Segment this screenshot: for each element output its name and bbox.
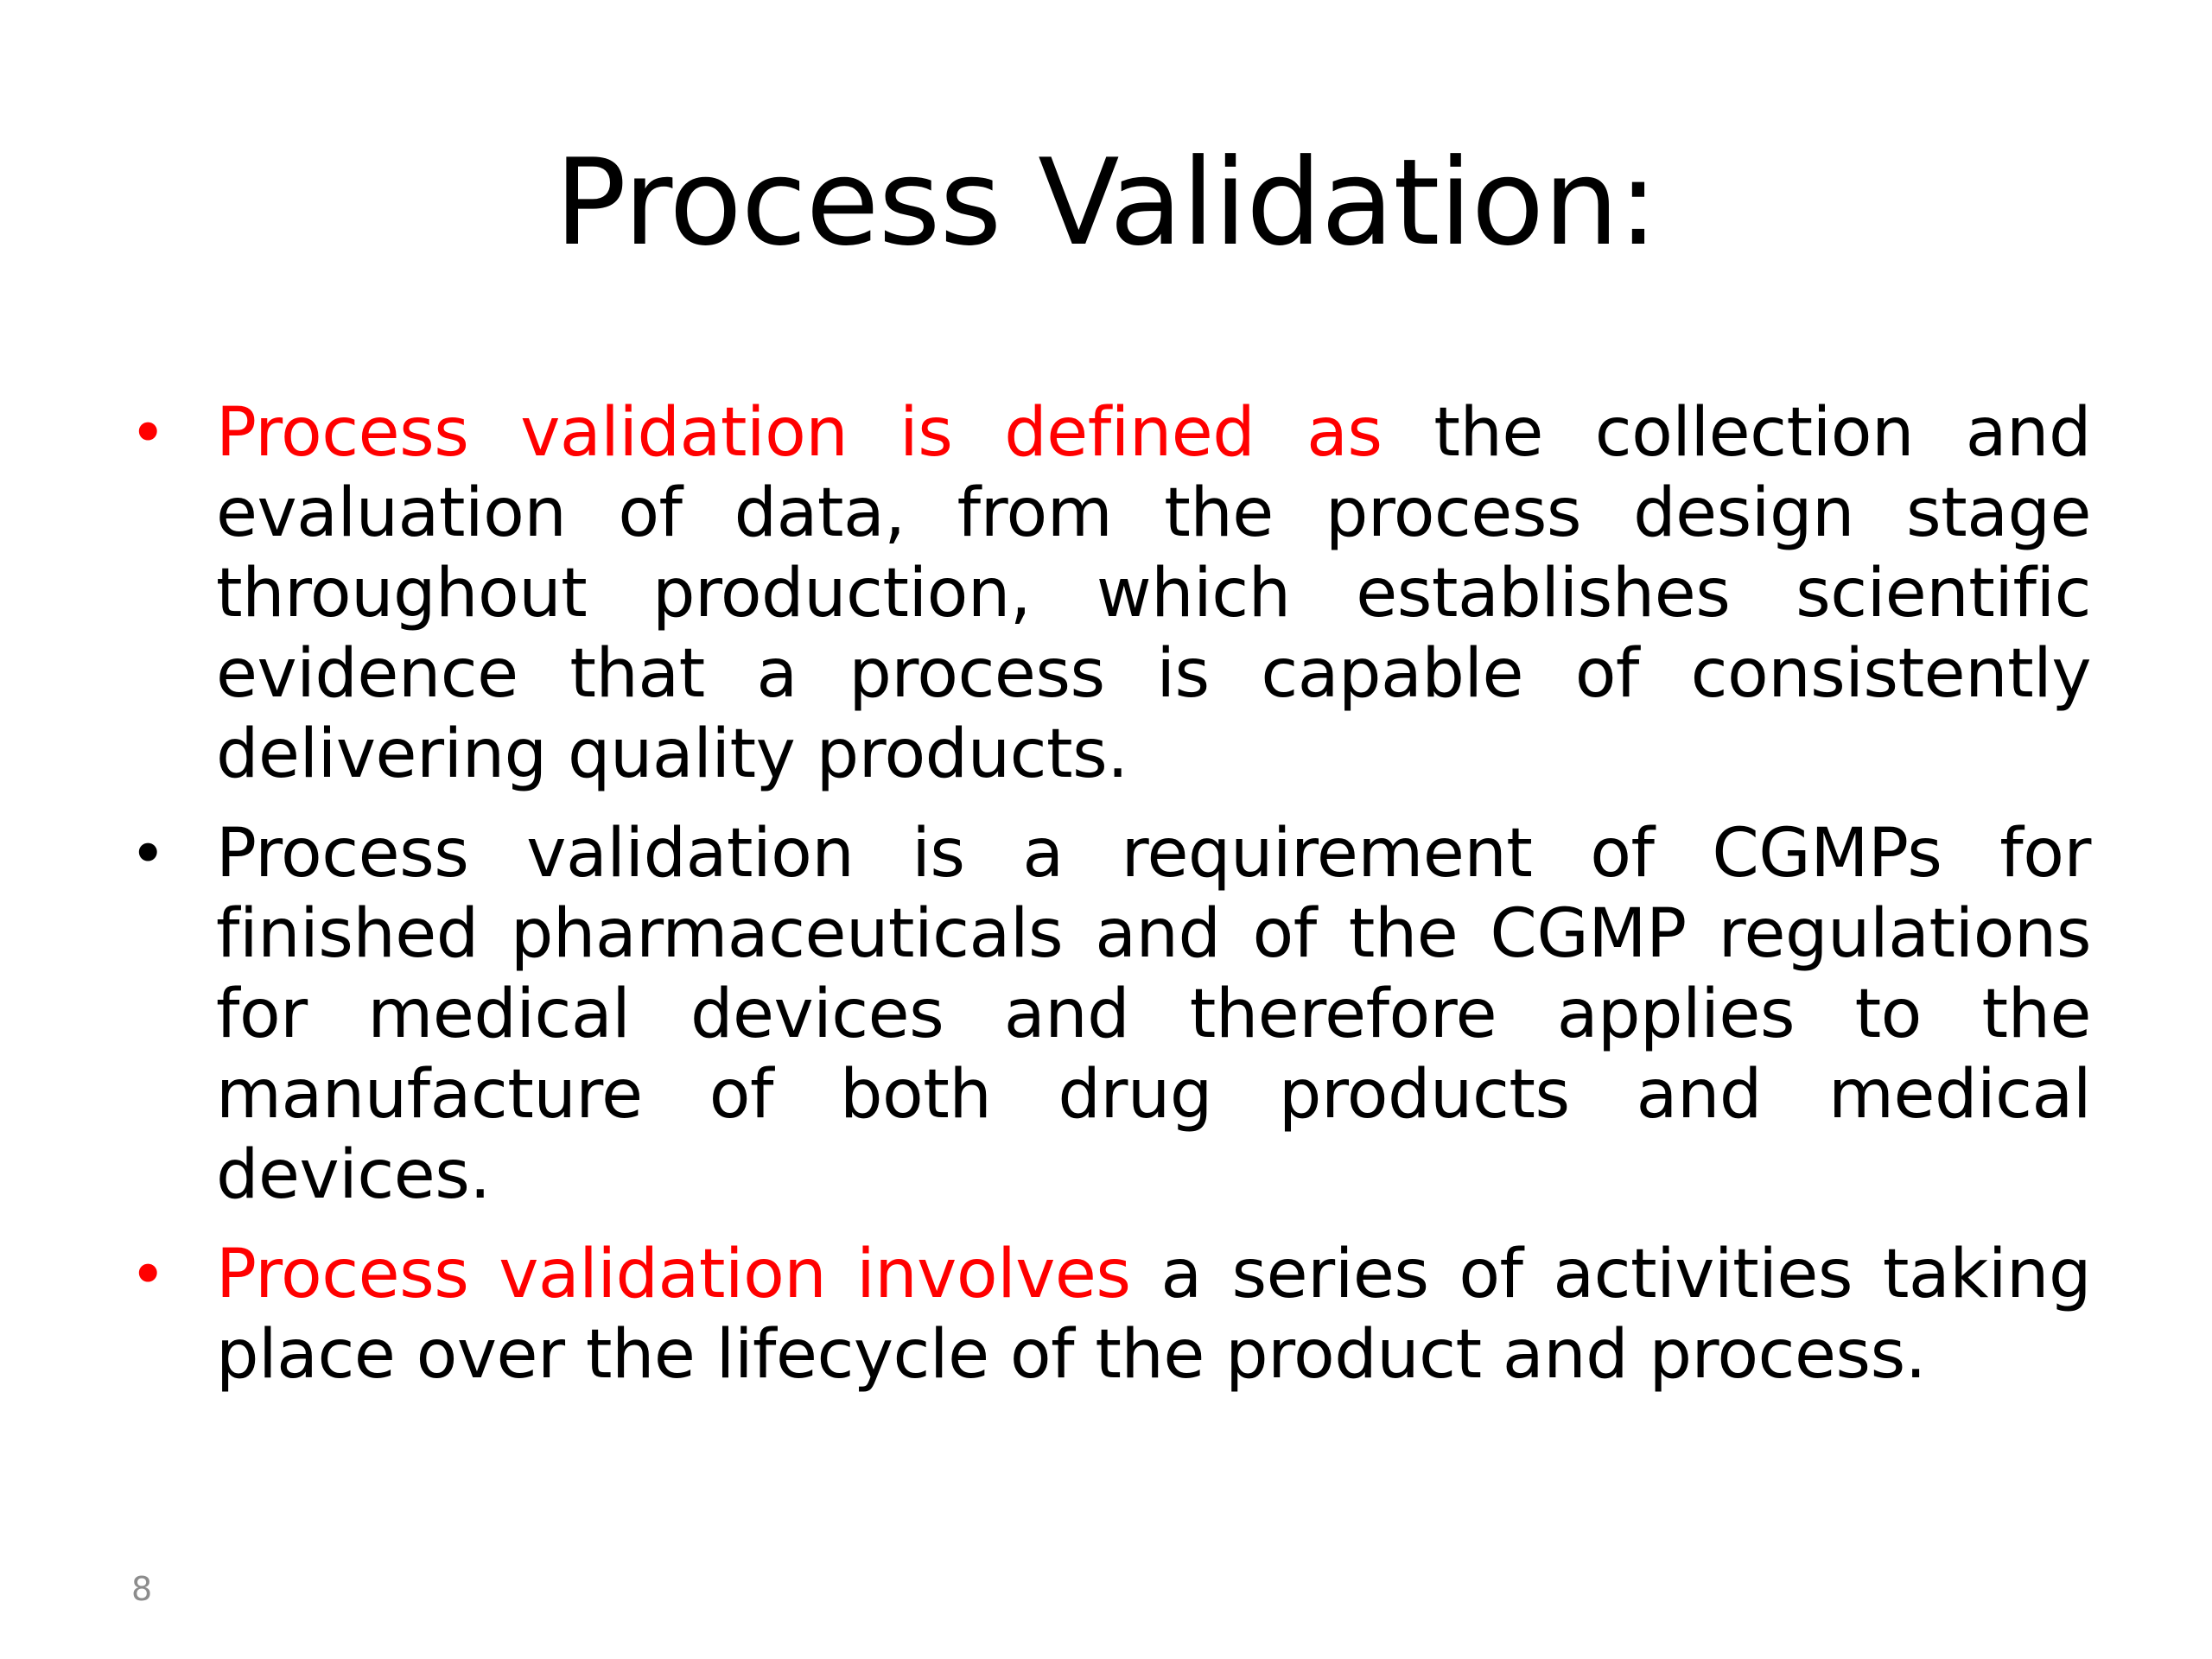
slide-title: Process Validation: — [554, 133, 1658, 272]
bullet-text: a series of activities taking place over the lifecycle of the product and process. — [216, 1236, 2091, 1394]
bullet-item-lifecycle — [130, 1235, 2091, 1395]
bullet-dot-icon: • — [130, 817, 166, 890]
bullet-text: the collection and evaluation of data, from the process design stage throughout production, which establishes scientific evidence that a process is capable of consistently delivering quality products. — [216, 394, 2091, 793]
bullet-text: Process validation is a requirement of CGMPs for finished pharmaceuticals and of the CGMP regulations for medical devices and therefore applies to the manufacture of both drug products and medical devices. — [216, 815, 2091, 1214]
bullet-highlight: Process validation is defined as — [216, 394, 1382, 472]
bullet-highlight: Process validation involves — [216, 1236, 1131, 1313]
bullet-item-definition — [130, 393, 2091, 795]
slide-number: 8 — [131, 1570, 153, 1608]
bullet-item-requirement — [130, 814, 2091, 1216]
bullet-list — [130, 393, 2091, 1414]
bullet-dot-icon: • — [130, 1238, 166, 1311]
bullet-dot-icon: • — [130, 397, 166, 469]
